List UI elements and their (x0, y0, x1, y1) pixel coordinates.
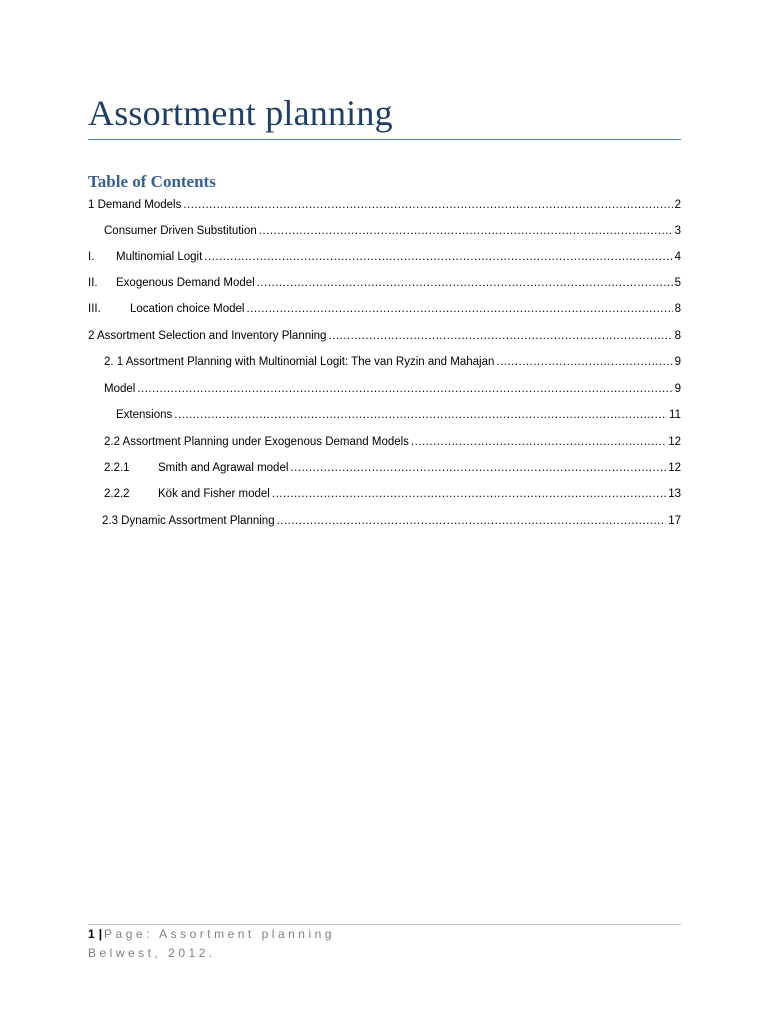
toc-entry-label: 2.3 Dynamic Assortment Planning (102, 515, 275, 527)
toc-entry-page: 12 (668, 462, 681, 474)
footer-page-line (88, 927, 335, 941)
toc-entry-dynamic-assortment[interactable] (102, 512, 681, 530)
footer-page-number: 1 (88, 927, 95, 941)
toc-entry-multinomial-logit[interactable] (88, 248, 681, 266)
toc-entry-page: 9 (674, 383, 681, 395)
toc-entry-page: 17 (668, 515, 681, 527)
toc-entry-number: I. (88, 251, 95, 263)
toc-entry-extensions[interactable] (116, 406, 681, 424)
toc-entry-label: Location choice Model (130, 303, 245, 315)
toc-entry-label: Model (104, 383, 136, 395)
toc-entry-assortment-planning-mnl[interactable] (104, 353, 681, 371)
toc-dot-leader (137, 380, 672, 398)
toc-dot-leader (246, 300, 672, 318)
toc-entry-label: Multinomial Logit (116, 251, 203, 263)
toc-entry-label: Exogenous Demand Model (116, 277, 255, 289)
document-title: Assortment planning (88, 93, 393, 133)
toc-entry-number: 2.2.2 (104, 488, 130, 500)
toc-entry-page: 8 (674, 303, 681, 315)
toc-entry-number: 2.2.1 (104, 462, 130, 474)
toc-entry-page: 3 (674, 225, 681, 237)
toc-entry-smith-agrawal[interactable] (104, 459, 681, 477)
toc-entry-label: 2 Assortment Selection and Inventory Planning (88, 330, 327, 342)
toc-dot-leader (277, 512, 667, 530)
toc-dot-leader (174, 406, 667, 424)
footer-rule (88, 924, 681, 925)
toc-entry-label: 2.2 Assortment Planning under Exogenous Demand Models (104, 436, 409, 448)
toc-dot-leader (328, 327, 672, 345)
toc-entry-consumer-driven-substitution[interactable] (104, 222, 681, 240)
toc-entry-page: 8 (674, 330, 681, 342)
toc-entry-label: Kök and Fisher model (158, 488, 270, 500)
toc-entry-label: 2. 1 Assortment Planning with Multinomial Logit: The van Ryzin and Mahajan (104, 356, 495, 368)
toc-entry-page: 5 (674, 277, 681, 289)
toc-entry-page: 2 (674, 199, 681, 211)
footer-page-text: Page: Assortment planning (104, 927, 335, 941)
toc-dot-leader (272, 485, 666, 503)
toc-entry-location-choice-model[interactable] (88, 300, 681, 318)
toc-entry-assortment-selection[interactable] (88, 327, 681, 345)
toc-dot-leader (257, 274, 673, 292)
toc-entry-model[interactable] (104, 380, 681, 398)
toc-entry-label: Extensions (116, 409, 173, 421)
toc-dot-leader (411, 433, 666, 451)
toc-entry-page: 12 (668, 436, 681, 448)
toc-entry-page: 13 (668, 488, 681, 500)
toc-entry-label: Smith and Agrawal model (158, 462, 289, 474)
toc-entry-page: 4 (674, 251, 681, 263)
toc-dot-leader (290, 459, 666, 477)
toc-entry-exogenous-demand-planning[interactable] (104, 433, 681, 451)
toc-entry-exogenous-demand-model[interactable] (88, 274, 681, 292)
toc-entry-number: II. (88, 277, 98, 289)
toc-entry-page: 9 (674, 356, 681, 368)
toc-dot-leader (259, 222, 673, 240)
toc-entry-label: 1 Demand Models (88, 199, 182, 211)
toc-entry-number: III. (88, 303, 101, 315)
toc-entry-demand-models[interactable] (88, 196, 681, 214)
footer-separator: | (98, 927, 103, 941)
toc-dot-leader (183, 196, 672, 214)
toc-heading: Table of Contents (88, 172, 216, 191)
toc-entry-label: Consumer Driven Substitution (104, 225, 257, 237)
toc-entry-kok-fisher[interactable] (104, 485, 681, 503)
toc-dot-leader (204, 248, 672, 266)
footer-credit: Belwest, 2012. (88, 946, 216, 960)
toc-entry-page: 11 (669, 409, 681, 421)
toc-dot-leader (496, 353, 672, 371)
title-underline (88, 139, 681, 140)
